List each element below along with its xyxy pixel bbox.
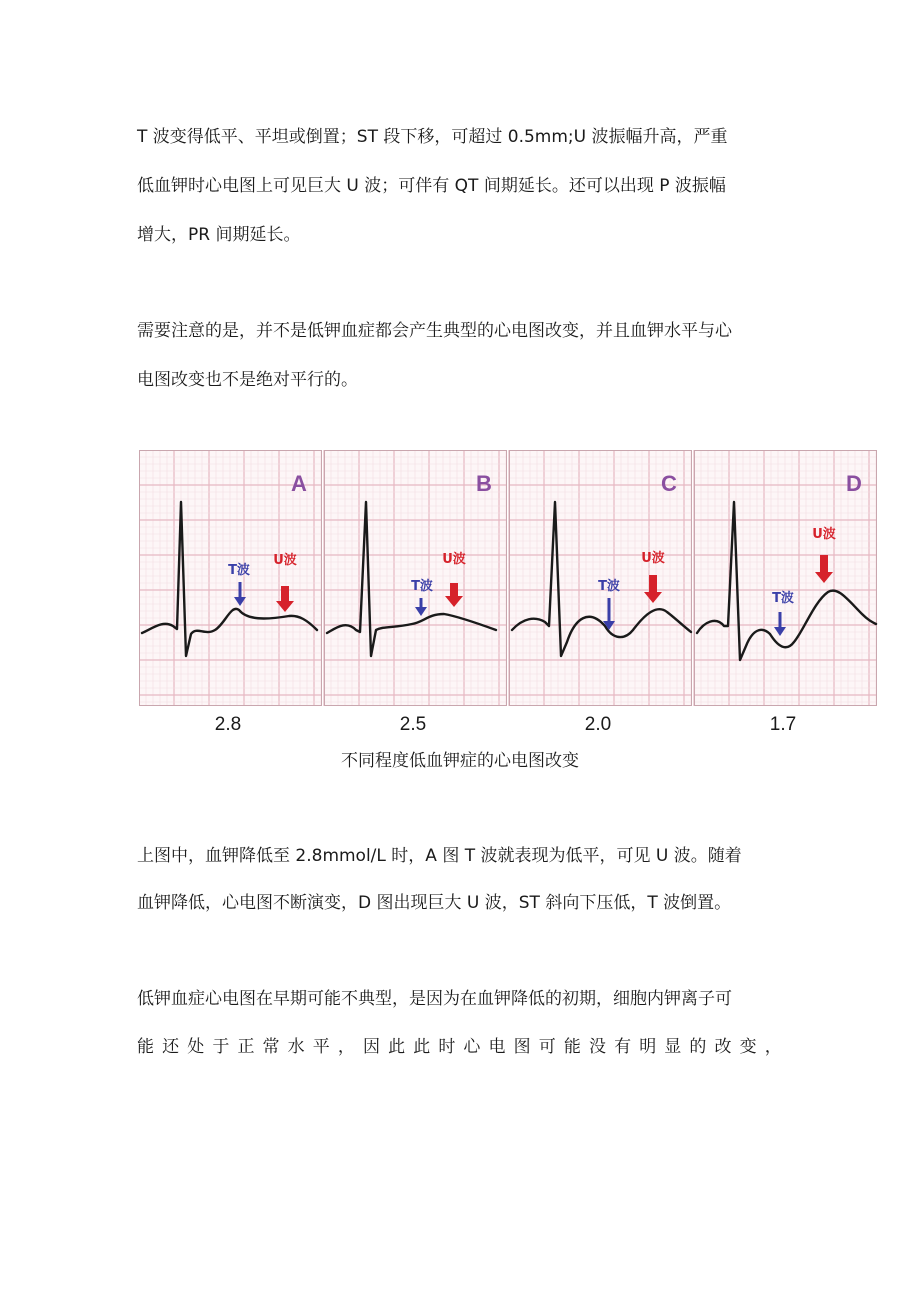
- text-char: 此: [388, 1037, 406, 1057]
- figure-caption: 不同程度低血钾症的心电图改变: [341, 751, 579, 771]
- text-char: 显: [664, 1037, 682, 1057]
- text-char: 常: [262, 1037, 280, 1057]
- panel-value-a: 2.8: [214, 714, 242, 735]
- text-line: 增大，PR 间期延长。: [137, 225, 301, 245]
- text-char: 可: [538, 1037, 556, 1057]
- panel-value-b: 2.5: [399, 714, 427, 735]
- u-wave-label: U波: [442, 552, 466, 567]
- text-char: 还: [162, 1037, 180, 1057]
- text-char: 没: [588, 1037, 606, 1057]
- u-wave-label: U波: [273, 553, 297, 568]
- text-line: 低血钾时心电图上可见巨大 U 波；可伴有 QT 间期延长。还可以出现 P 波振幅: [137, 176, 726, 196]
- u-arrow-shaft: [450, 583, 458, 597]
- ecg-panel-a: [139, 450, 322, 706]
- t-wave-label: T波: [772, 591, 794, 606]
- u-wave-label: U波: [641, 551, 665, 566]
- ecg-panel-c: [509, 450, 692, 706]
- text-char: 此: [413, 1037, 431, 1057]
- text-char: 因: [362, 1037, 380, 1057]
- text-char: 心: [463, 1037, 481, 1057]
- text-char: 处: [187, 1037, 205, 1057]
- text-char: 于: [212, 1037, 230, 1057]
- t-wave-label: T波: [228, 563, 250, 578]
- ecg-panel-b: [324, 450, 507, 706]
- text-line: 血钾降低，心电图不断演变，D 图出现巨大 U 波，ST 斜向下压低，T 波倒置。: [137, 893, 732, 913]
- text-char: 能: [563, 1037, 581, 1057]
- text-line: 低钾血症心电图在早期可能不典型，是因为在血钾降低的初期，细胞内钾离子可: [137, 989, 732, 1009]
- text-line: 电图改变也不是绝对平行的。: [137, 370, 358, 390]
- text-line: 需要注意的是，并不是低钾血症都会产生典型的心电图改变，并且血钾水平与心: [137, 321, 732, 341]
- u-wave-label: U波: [812, 527, 836, 542]
- text-line-justified: [137, 1032, 782, 1057]
- t-wave-label: T波: [411, 579, 433, 594]
- ecg-panel-d: [694, 450, 877, 706]
- text-char: 改: [714, 1037, 732, 1057]
- text-char: 能: [137, 1037, 154, 1057]
- text-char: 图: [513, 1037, 531, 1057]
- text-line: 上图中，血钾降低至 2.8mmol/L 时，A 图 T 波就表现为低平，可见 U 波。随着: [137, 846, 742, 866]
- text-char: 时: [438, 1037, 456, 1057]
- panel-letter: D: [846, 471, 862, 496]
- text-char: 平: [312, 1037, 330, 1057]
- text-char: ，: [764, 1037, 782, 1057]
- text-char: 有: [614, 1037, 632, 1057]
- u-arrow-shaft: [820, 555, 828, 573]
- panel-letter: C: [661, 471, 677, 496]
- u-arrow-shaft: [649, 575, 657, 593]
- u-arrow-shaft: [281, 586, 289, 602]
- panel-letter: B: [476, 471, 492, 496]
- text-char: 正: [237, 1037, 255, 1057]
- ecg-figure: [139, 450, 879, 706]
- text-char: 电: [488, 1037, 506, 1057]
- text-char: 水: [287, 1037, 305, 1057]
- panel-value-d: 1.7: [769, 714, 797, 735]
- text-char: 的: [689, 1037, 707, 1057]
- panel-value-c: 2.0: [584, 714, 612, 735]
- text-line: T 波变得低平、平坦或倒置；ST 段下移，可超过 0.5mm;U 波振幅升高，严重: [137, 127, 728, 147]
- t-wave-label: T波: [598, 579, 620, 594]
- text-char: 明: [639, 1037, 657, 1057]
- text-char: ，: [337, 1037, 355, 1057]
- panel-letter: A: [291, 471, 307, 496]
- text-char: 变: [739, 1037, 757, 1057]
